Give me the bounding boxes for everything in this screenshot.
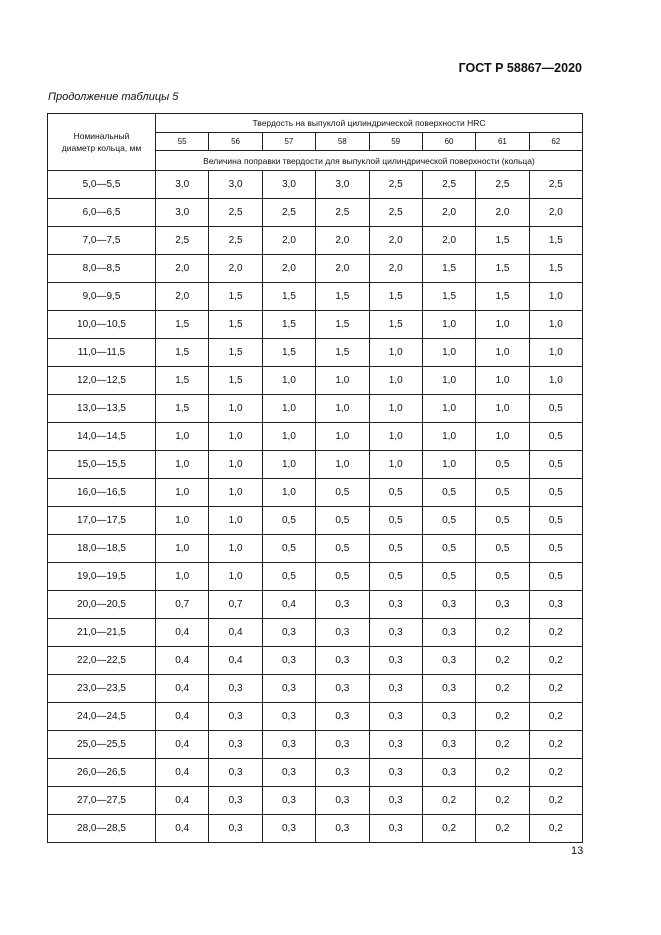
correction-value-cell: 0,3 xyxy=(369,787,422,815)
correction-value-cell: 0,2 xyxy=(529,731,582,759)
correction-value-cell: 2,0 xyxy=(316,227,369,255)
correction-value-cell: 0,5 xyxy=(529,563,582,591)
correction-value-cell: 0,4 xyxy=(156,815,209,843)
correction-value-cell: 1,5 xyxy=(476,227,529,255)
correction-value-cell: 1,0 xyxy=(529,311,582,339)
correction-value-cell: 0,5 xyxy=(422,479,475,507)
diameter-cell: 11,0—11,5 xyxy=(48,339,156,367)
correction-value-cell: 1,0 xyxy=(262,395,315,423)
diameter-cell: 10,0—10,5 xyxy=(48,311,156,339)
table-row xyxy=(48,675,583,703)
correction-value-cell: 1,0 xyxy=(369,367,422,395)
correction-value-cell: 1,0 xyxy=(316,395,369,423)
table-row xyxy=(48,759,583,787)
correction-value-cell: 1,0 xyxy=(209,535,262,563)
correction-value-cell: 0,3 xyxy=(422,647,475,675)
correction-value-cell: 1,0 xyxy=(422,339,475,367)
correction-value-cell: 2,0 xyxy=(209,255,262,283)
correction-value-cell: 1,5 xyxy=(369,283,422,311)
correction-value-cell: 1,0 xyxy=(156,479,209,507)
correction-value-cell: 0,2 xyxy=(529,815,582,843)
correction-value-cell: 1,5 xyxy=(262,283,315,311)
correction-value-cell: 0,3 xyxy=(369,591,422,619)
correction-value-cell: 0,2 xyxy=(476,815,529,843)
correction-value-cell: 0,3 xyxy=(369,759,422,787)
correction-value-cell: 2,5 xyxy=(529,171,582,199)
correction-value-cell: 3,0 xyxy=(209,171,262,199)
correction-value-cell: 3,0 xyxy=(156,171,209,199)
correction-value-cell: 0,5 xyxy=(529,535,582,563)
table-row xyxy=(48,283,583,311)
correction-value-cell: 1,0 xyxy=(422,451,475,479)
correction-value-cell: 0,5 xyxy=(422,535,475,563)
correction-value-cell: 2,5 xyxy=(209,199,262,227)
correction-value-cell: 3,0 xyxy=(156,199,209,227)
correction-subheader: Величина поправки твердости для выпуклой цилиндрической поверхности (кольца) xyxy=(156,151,583,171)
correction-value-cell: 0,3 xyxy=(422,703,475,731)
correction-value-cell: 1,5 xyxy=(156,395,209,423)
table-row xyxy=(48,619,583,647)
correction-value-cell: 0,5 xyxy=(369,535,422,563)
correction-value-cell: 2,0 xyxy=(422,227,475,255)
correction-value-cell: 0,2 xyxy=(476,703,529,731)
correction-value-cell: 0,4 xyxy=(209,647,262,675)
diameter-cell: 23,0—23,5 xyxy=(48,675,156,703)
correction-value-cell: 0,5 xyxy=(316,563,369,591)
correction-value-cell: 0,2 xyxy=(529,675,582,703)
correction-value-cell: 1,0 xyxy=(316,423,369,451)
correction-value-cell: 0,2 xyxy=(529,759,582,787)
correction-value-cell: 1,5 xyxy=(529,255,582,283)
correction-value-cell: 1,0 xyxy=(422,367,475,395)
correction-value-cell: 0,3 xyxy=(209,815,262,843)
table-row xyxy=(48,731,583,759)
correction-value-cell: 0,3 xyxy=(262,759,315,787)
table-row xyxy=(48,171,583,199)
table-caption: Продолжение таблицы 5 xyxy=(48,91,179,103)
correction-value-cell: 0,3 xyxy=(262,647,315,675)
correction-value-cell: 0,3 xyxy=(209,675,262,703)
table-row xyxy=(48,703,583,731)
table-row xyxy=(48,311,583,339)
diameter-cell: 16,0—16,5 xyxy=(48,479,156,507)
correction-value-cell: 0,3 xyxy=(262,619,315,647)
diameter-cell: 13,0—13,5 xyxy=(48,395,156,423)
correction-value-cell: 0,5 xyxy=(262,563,315,591)
correction-value-cell: 0,3 xyxy=(262,787,315,815)
correction-value-cell: 1,5 xyxy=(156,367,209,395)
correction-value-cell: 1,0 xyxy=(369,339,422,367)
correction-value-cell: 0,5 xyxy=(476,507,529,535)
correction-value-cell: 1,0 xyxy=(262,423,315,451)
correction-value-cell: 0,3 xyxy=(369,619,422,647)
table-row xyxy=(48,423,583,451)
correction-value-cell: 1,0 xyxy=(316,367,369,395)
table-row xyxy=(48,199,583,227)
correction-value-cell: 0,3 xyxy=(209,731,262,759)
document-standard-header: ГОСТ Р 58867—2020 xyxy=(458,61,582,75)
correction-value-cell: 0,3 xyxy=(369,675,422,703)
correction-value-cell: 0,5 xyxy=(476,451,529,479)
correction-value-cell: 0,3 xyxy=(316,591,369,619)
correction-value-cell: 1,0 xyxy=(156,563,209,591)
correction-value-cell: 1,5 xyxy=(316,339,369,367)
correction-value-cell: 0,5 xyxy=(529,507,582,535)
correction-value-cell: 1,0 xyxy=(156,507,209,535)
diameter-cell: 26,0—26,5 xyxy=(48,759,156,787)
correction-value-cell: 0,4 xyxy=(209,619,262,647)
correction-value-cell: 1,0 xyxy=(476,367,529,395)
correction-value-cell: 0,3 xyxy=(316,731,369,759)
correction-value-cell: 0,3 xyxy=(369,647,422,675)
correction-value-cell: 1,0 xyxy=(209,507,262,535)
correction-value-cell: 1,0 xyxy=(529,339,582,367)
correction-value-cell: 0,4 xyxy=(156,759,209,787)
correction-value-cell: 1,5 xyxy=(209,339,262,367)
diameter-cell: 9,0—9,5 xyxy=(48,283,156,311)
diameter-cell: 19,0—19,5 xyxy=(48,563,156,591)
correction-value-cell: 2,0 xyxy=(156,283,209,311)
correction-value-cell: 0,2 xyxy=(476,647,529,675)
correction-value-cell: 0,2 xyxy=(476,759,529,787)
table-row xyxy=(48,395,583,423)
correction-value-cell: 3,0 xyxy=(262,171,315,199)
correction-value-cell: 2,5 xyxy=(262,199,315,227)
diameter-cell: 7,0—7,5 xyxy=(48,227,156,255)
correction-value-cell: 0,2 xyxy=(529,703,582,731)
table-row xyxy=(48,507,583,535)
correction-value-cell: 0,3 xyxy=(422,591,475,619)
hardness-correction-table xyxy=(47,113,583,843)
hrc-header-cell: 61 xyxy=(476,133,529,151)
diameter-cell: 20,0—20,5 xyxy=(48,591,156,619)
correction-value-cell: 3,0 xyxy=(316,171,369,199)
correction-value-cell: 0,3 xyxy=(422,619,475,647)
correction-value-cell: 1,0 xyxy=(262,479,315,507)
hrc-header-cell: 58 xyxy=(316,133,369,151)
diameter-cell: 22,0—22,5 xyxy=(48,647,156,675)
correction-value-cell: 2,5 xyxy=(369,171,422,199)
correction-value-cell: 0,2 xyxy=(476,675,529,703)
correction-value-cell: 0,5 xyxy=(262,507,315,535)
correction-value-cell: 0,3 xyxy=(422,731,475,759)
correction-value-cell: 0,3 xyxy=(369,815,422,843)
diameter-cell: 14,0—14,5 xyxy=(48,423,156,451)
correction-value-cell: 1,0 xyxy=(156,451,209,479)
diameter-cell: 27,0—27,5 xyxy=(48,787,156,815)
correction-value-cell: 0,2 xyxy=(529,787,582,815)
correction-value-cell: 0,3 xyxy=(316,703,369,731)
hardness-group-header: Твердость на выпуклой цилиндрической поверхности HRC xyxy=(156,114,583,133)
correction-value-cell: 0,3 xyxy=(262,731,315,759)
correction-value-cell: 2,5 xyxy=(156,227,209,255)
correction-value-cell: 0,2 xyxy=(529,647,582,675)
correction-value-cell: 0,4 xyxy=(156,787,209,815)
correction-value-cell: 1,0 xyxy=(209,479,262,507)
correction-value-cell: 0,5 xyxy=(262,535,315,563)
correction-value-cell: 2,5 xyxy=(476,171,529,199)
correction-value-cell: 1,0 xyxy=(476,423,529,451)
correction-value-cell: 2,0 xyxy=(316,255,369,283)
correction-value-cell: 1,0 xyxy=(369,451,422,479)
correction-value-cell: 1,0 xyxy=(262,367,315,395)
correction-value-cell: 1,5 xyxy=(156,311,209,339)
correction-value-cell: 1,5 xyxy=(422,283,475,311)
correction-value-cell: 1,0 xyxy=(209,395,262,423)
correction-value-cell: 1,0 xyxy=(422,311,475,339)
correction-value-cell: 0,3 xyxy=(262,815,315,843)
correction-value-cell: 1,0 xyxy=(209,451,262,479)
table-row xyxy=(48,647,583,675)
correction-value-cell: 0,5 xyxy=(529,479,582,507)
hrc-header-cell: 56 xyxy=(209,133,262,151)
correction-value-cell: 1,0 xyxy=(156,423,209,451)
page-number: 13 xyxy=(571,845,584,857)
correction-value-cell: 1,0 xyxy=(209,563,262,591)
diameter-cell: 12,0—12,5 xyxy=(48,367,156,395)
correction-value-cell: 0,3 xyxy=(369,731,422,759)
correction-value-cell: 1,5 xyxy=(476,255,529,283)
correction-value-cell: 0,3 xyxy=(262,703,315,731)
correction-value-cell: 0,4 xyxy=(156,647,209,675)
diameter-cell: 15,0—15,5 xyxy=(48,451,156,479)
correction-value-cell: 0,5 xyxy=(529,451,582,479)
correction-value-cell: 2,5 xyxy=(422,171,475,199)
correction-value-cell: 2,0 xyxy=(422,199,475,227)
table-row xyxy=(48,787,583,815)
correction-value-cell: 1,5 xyxy=(209,311,262,339)
table-row xyxy=(48,815,583,843)
correction-value-cell: 1,0 xyxy=(422,423,475,451)
correction-value-cell: 0,4 xyxy=(156,731,209,759)
correction-value-cell: 0,2 xyxy=(422,787,475,815)
table-row xyxy=(48,479,583,507)
correction-value-cell: 2,5 xyxy=(209,227,262,255)
correction-value-cell: 1,5 xyxy=(422,255,475,283)
correction-value-cell: 0,2 xyxy=(476,787,529,815)
diameter-header-line-2: диаметр кольца, мм xyxy=(61,143,142,153)
diameter-cell: 17,0—17,5 xyxy=(48,507,156,535)
correction-value-cell: 0,2 xyxy=(529,619,582,647)
diameter-cell: 24,0—24,5 xyxy=(48,703,156,731)
correction-value-cell: 1,0 xyxy=(316,451,369,479)
correction-value-cell: 0,5 xyxy=(316,535,369,563)
correction-value-cell: 1,0 xyxy=(476,395,529,423)
correction-value-cell: 2,0 xyxy=(156,255,209,283)
diameter-cell: 8,0—8,5 xyxy=(48,255,156,283)
correction-value-cell: 0,5 xyxy=(369,479,422,507)
correction-value-cell: 0,3 xyxy=(316,759,369,787)
hrc-header-cell: 57 xyxy=(262,133,315,151)
correction-value-cell: 2,0 xyxy=(369,255,422,283)
table-body xyxy=(48,171,583,843)
correction-value-cell: 2,0 xyxy=(476,199,529,227)
correction-value-cell: 1,5 xyxy=(262,311,315,339)
correction-value-cell: 1,5 xyxy=(209,283,262,311)
table-row xyxy=(48,255,583,283)
correction-value-cell: 0,3 xyxy=(316,647,369,675)
correction-value-cell: 0,2 xyxy=(476,731,529,759)
correction-value-cell: 1,0 xyxy=(262,451,315,479)
correction-value-cell: 1,5 xyxy=(316,283,369,311)
correction-value-cell: 1,0 xyxy=(476,339,529,367)
correction-value-cell: 0,3 xyxy=(369,703,422,731)
correction-value-cell: 0,7 xyxy=(209,591,262,619)
correction-value-cell: 0,5 xyxy=(369,507,422,535)
hrc-header-cell: 60 xyxy=(422,133,475,151)
correction-value-cell: 0,3 xyxy=(262,675,315,703)
correction-value-cell: 0,5 xyxy=(422,507,475,535)
correction-value-cell: 1,0 xyxy=(369,423,422,451)
correction-value-cell: 1,5 xyxy=(476,283,529,311)
hrc-header-cell: 59 xyxy=(369,133,422,151)
correction-value-cell: 0,5 xyxy=(476,535,529,563)
table-row xyxy=(48,563,583,591)
correction-value-cell: 0,5 xyxy=(369,563,422,591)
correction-value-cell: 0,3 xyxy=(209,759,262,787)
diameter-cell: 21,0—21,5 xyxy=(48,619,156,647)
correction-value-cell: 0,3 xyxy=(209,703,262,731)
diameter-column-header xyxy=(48,114,156,171)
correction-value-cell: 0,5 xyxy=(316,507,369,535)
correction-value-cell: 2,5 xyxy=(316,199,369,227)
diameter-cell: 6,0—6,5 xyxy=(48,199,156,227)
correction-value-cell: 1,0 xyxy=(529,367,582,395)
correction-value-cell: 1,5 xyxy=(369,311,422,339)
table-row xyxy=(48,227,583,255)
correction-value-cell: 1,0 xyxy=(529,283,582,311)
correction-value-cell: 0,4 xyxy=(156,703,209,731)
correction-value-cell: 0,5 xyxy=(476,479,529,507)
correction-value-cell: 2,0 xyxy=(369,227,422,255)
correction-value-cell: 1,5 xyxy=(316,311,369,339)
table-row xyxy=(48,591,583,619)
correction-value-cell: 1,0 xyxy=(209,423,262,451)
diameter-cell: 18,0—18,5 xyxy=(48,535,156,563)
correction-value-cell: 0,4 xyxy=(156,619,209,647)
correction-value-cell: 0,3 xyxy=(422,759,475,787)
correction-value-cell: 0,2 xyxy=(476,619,529,647)
correction-value-cell: 0,5 xyxy=(316,479,369,507)
correction-value-cell: 0,5 xyxy=(476,563,529,591)
correction-value-cell: 1,5 xyxy=(529,227,582,255)
correction-value-cell: 0,2 xyxy=(422,815,475,843)
table-row xyxy=(48,535,583,563)
diameter-cell: 28,0—28,5 xyxy=(48,815,156,843)
correction-value-cell: 0,4 xyxy=(262,591,315,619)
correction-value-cell: 0,3 xyxy=(316,787,369,815)
correction-value-cell: 0,5 xyxy=(422,563,475,591)
correction-value-cell: 2,0 xyxy=(529,199,582,227)
correction-value-cell: 0,3 xyxy=(529,591,582,619)
correction-value-cell: 2,5 xyxy=(369,199,422,227)
diameter-cell: 25,0—25,5 xyxy=(48,731,156,759)
correction-value-cell: 0,5 xyxy=(529,395,582,423)
hrc-header-cell: 62 xyxy=(529,133,582,151)
correction-value-cell: 1,5 xyxy=(209,367,262,395)
correction-value-cell: 1,0 xyxy=(476,311,529,339)
hrc-header-cell: 55 xyxy=(156,133,209,151)
correction-value-cell: 0,7 xyxy=(156,591,209,619)
correction-value-cell: 0,4 xyxy=(156,675,209,703)
correction-value-cell: 0,3 xyxy=(476,591,529,619)
correction-value-cell: 2,0 xyxy=(262,227,315,255)
correction-value-cell: 1,5 xyxy=(156,339,209,367)
correction-value-cell: 0,3 xyxy=(316,675,369,703)
correction-value-cell: 0,3 xyxy=(209,787,262,815)
correction-value-cell: 1,0 xyxy=(369,395,422,423)
correction-value-cell: 0,3 xyxy=(316,815,369,843)
diameter-cell: 5,0—5,5 xyxy=(48,171,156,199)
diameter-header-line-1: Номинальный xyxy=(73,131,130,141)
correction-value-cell: 0,3 xyxy=(316,619,369,647)
table-row xyxy=(48,367,583,395)
correction-value-cell: 2,0 xyxy=(262,255,315,283)
correction-value-cell: 1,5 xyxy=(262,339,315,367)
correction-value-cell: 0,3 xyxy=(422,675,475,703)
correction-value-cell: 1,0 xyxy=(156,535,209,563)
table-row xyxy=(48,339,583,367)
correction-value-cell: 1,0 xyxy=(422,395,475,423)
table-row xyxy=(48,451,583,479)
correction-value-cell: 0,5 xyxy=(529,423,582,451)
